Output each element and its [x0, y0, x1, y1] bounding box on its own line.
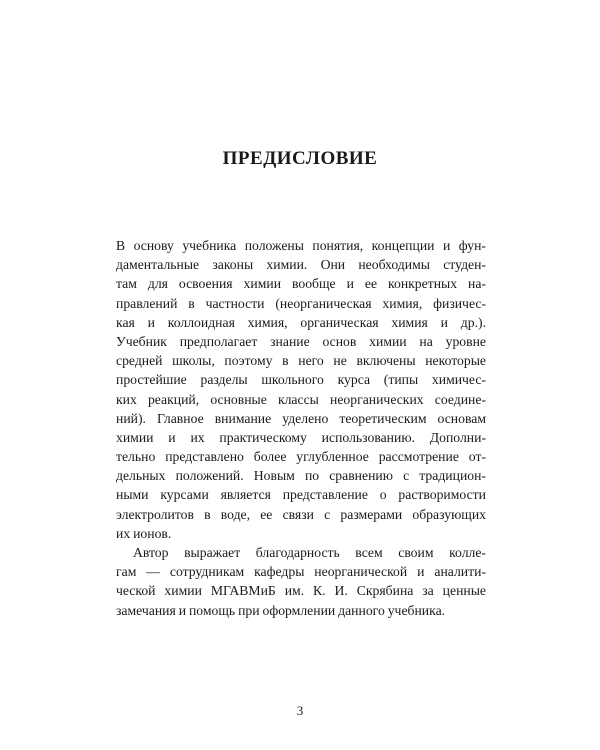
text-line: гам — сотрудникам кафедры неорганической и аналити- — [116, 564, 486, 580]
text-line: даментальные законы химии. Они необходимы студен- — [116, 257, 486, 273]
text-line: химии и их практическому использованию. Дополни- — [116, 429, 486, 445]
text-line: простейшие разделы школьного курса (типы химичес- — [116, 372, 486, 388]
preface-text — [116, 236, 486, 620]
text-line: Учебник предполагает знание основ химии на уровне — [116, 333, 486, 349]
text-line: там для освоения химии вообще и ее конкретных на- — [116, 276, 486, 292]
text-line: ких реакций, основные классы неорганических соедине- — [116, 391, 486, 407]
text-line: их ионов. — [116, 525, 172, 541]
text-line: дельных положений. Новым по сравнению с традицион- — [116, 468, 486, 484]
text-line: кая и коллоидная химия, органическая химия и др.). — [116, 314, 486, 330]
paragraph-1 — [116, 236, 486, 543]
text-line: средней школы, поэтому в него не включены некоторые — [116, 353, 486, 369]
text-line: Автор выражает благодарность всем своим колле- — [133, 545, 486, 560]
text-line: В основу учебника положены понятия, концепции и фун- — [116, 238, 486, 253]
text-line: ными курсами является представление о растворимости — [116, 487, 486, 503]
paragraph-2 — [116, 543, 486, 620]
text-line: замечания и помощь при оформлении данного учебника. — [116, 602, 446, 618]
text-line: электролитов в воде, ее связи с размерами образующих — [116, 506, 486, 522]
page-number: 3 — [296, 703, 304, 718]
text-line: ний). Главное внимание уделено теоретическим основам — [116, 410, 486, 426]
text-line: ческой химии МГАВМиБ им. К. И. Скрябина за ценные — [116, 583, 486, 599]
text-line: тельно представлено более углубленное рассмотрение от- — [116, 449, 486, 465]
text-line: правлений в частности (неорганическая химия, физичес- — [116, 295, 486, 311]
page-title: ПРЕДИСЛОВИЕ — [222, 148, 378, 169]
